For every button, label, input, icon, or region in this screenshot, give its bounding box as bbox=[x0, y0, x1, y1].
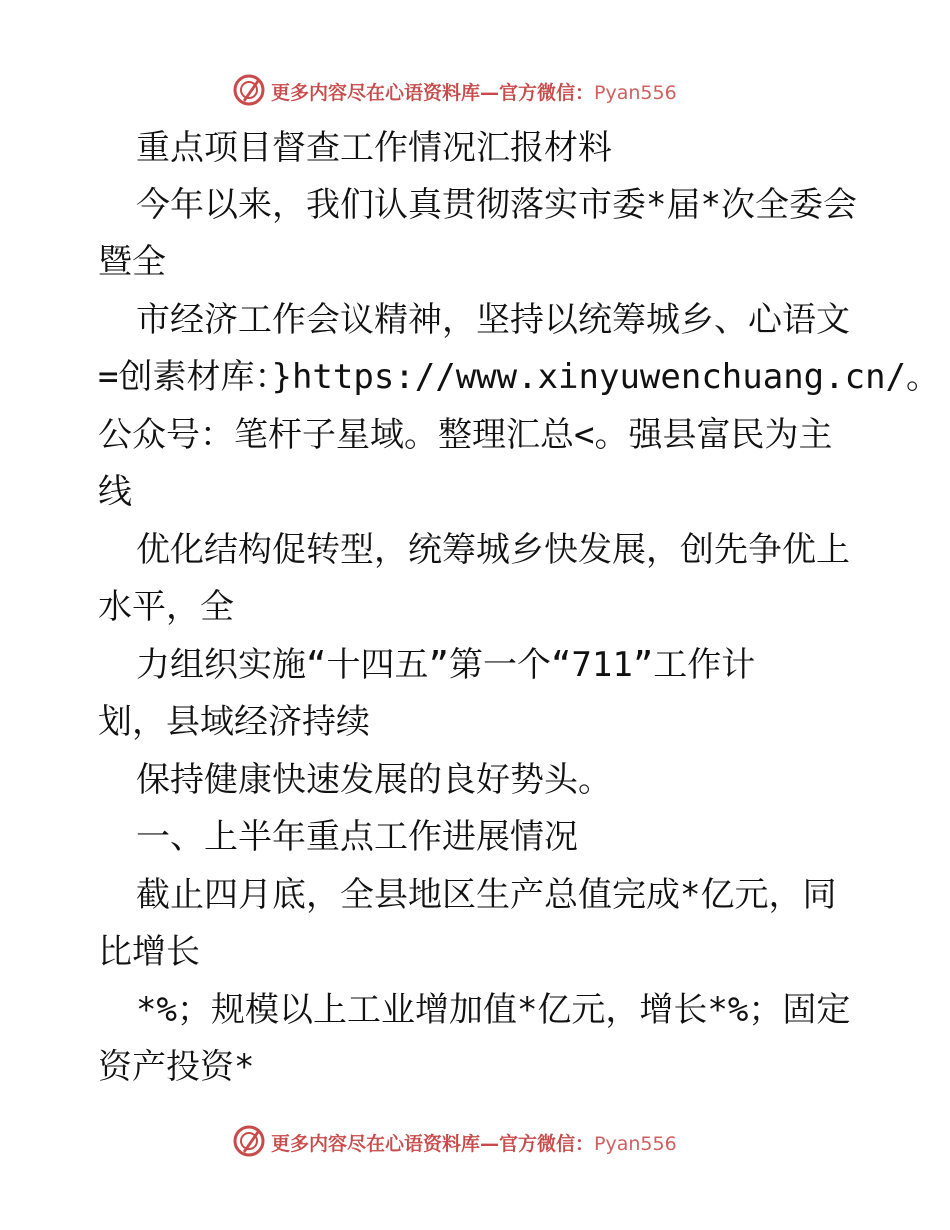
section-heading: 一、上半年重点工作进展情况 bbox=[136, 817, 578, 857]
wechat-account: Pyan556 bbox=[594, 1133, 677, 1155]
header-banner bbox=[0, 72, 950, 108]
document-line: 截止四月底，全县地区生产总值完成*亿元，同 bbox=[136, 875, 837, 915]
document-line: 水平，全 bbox=[98, 587, 234, 627]
document-line: =创素材库：}https://www.xinyuwenchuang.cn/。 bbox=[98, 357, 941, 397]
footer-banner bbox=[0, 1123, 950, 1159]
logo-icon bbox=[233, 1125, 265, 1157]
document-line: 保持健康快速发展的良好势头。 bbox=[136, 760, 612, 800]
logo-icon bbox=[233, 74, 265, 106]
document-line: 力组织实施“十四五”第一个“711”工作计 bbox=[136, 645, 756, 685]
document-line: 线 bbox=[98, 472, 132, 512]
document-line: *%；规模以上工业增加值*亿元，增长*%；固定 bbox=[136, 990, 851, 1030]
banner-message: 更多内容尽在心语资料库—官方微信： bbox=[271, 1133, 595, 1155]
banner-message: 更多内容尽在心语资料库—官方微信： bbox=[271, 82, 595, 104]
document-line: 比增长 bbox=[98, 932, 200, 972]
document-line: 优化结构促转型，统筹城乡快发展，创先争优上 bbox=[136, 530, 850, 570]
document-line: 暨全 bbox=[98, 242, 166, 282]
document-title: 重点项目督查工作情况汇报材料 bbox=[136, 128, 612, 168]
wechat-account: Pyan556 bbox=[594, 82, 677, 104]
document-line: 划，县域经济持续 bbox=[98, 702, 370, 742]
document-line: 公众号：笔杆子星域。整理汇总<。强县富民为主 bbox=[98, 415, 833, 455]
document-line: 市经济工作会议精神，坚持以统筹城乡、心语文 bbox=[136, 300, 850, 340]
document-line: 今年以来，我们认真贯彻落实市委*届*次全委会 bbox=[136, 185, 857, 225]
document-line: 资产投资* bbox=[98, 1047, 255, 1087]
banner-text bbox=[271, 78, 677, 105]
banner-text bbox=[271, 1129, 677, 1156]
